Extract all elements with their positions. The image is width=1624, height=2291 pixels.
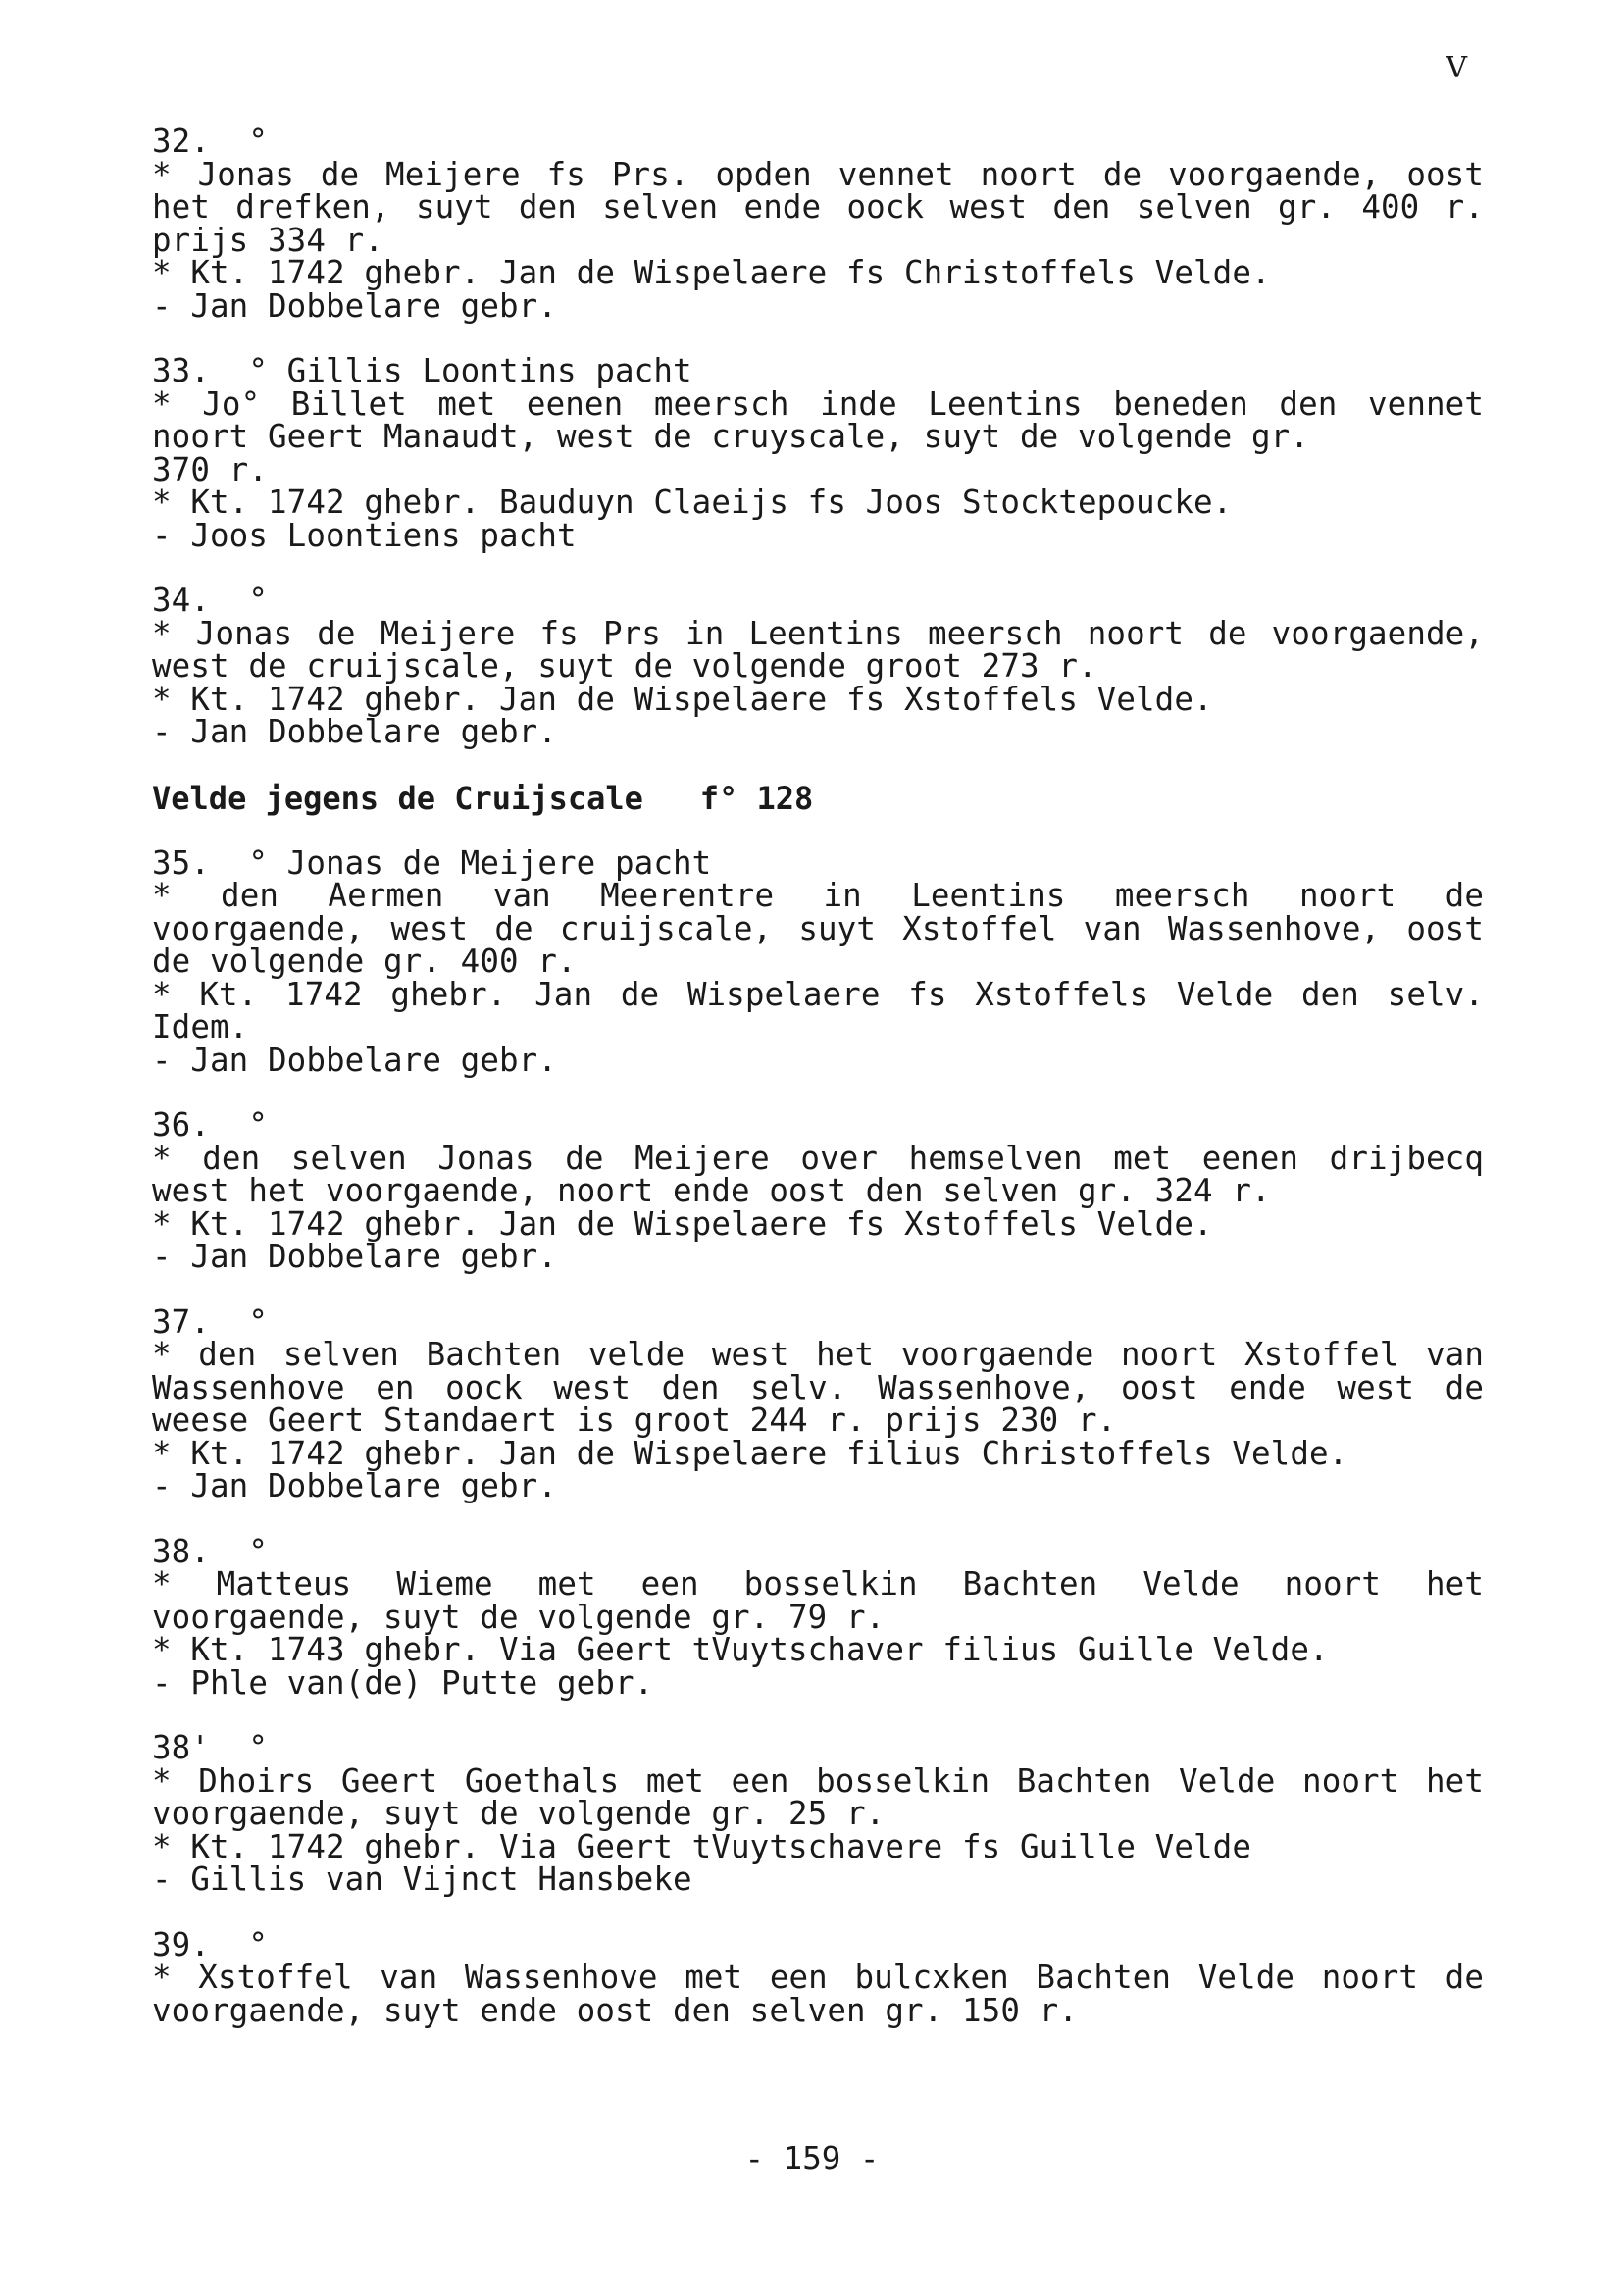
entry-number: 38' ° [152, 1729, 268, 1766]
entry-line: Idem. [152, 1008, 249, 1045]
entry-line: voorgaende, suyt ende oost den selven gr. 150 r. [152, 1991, 1078, 2029]
entry-line: noort Geert Manaudt, west de cruyscale, suyt de volgende gr. [152, 418, 1309, 455]
register-entry [152, 1302, 1484, 1504]
entry-number: 32. ° [152, 123, 268, 160]
entry-line: - Jan Dobbelare gebr. [152, 1467, 557, 1504]
register-entry [152, 843, 1484, 1079]
entry-line: 370 r. [152, 450, 268, 488]
entry-line: * Dhoirs Geert Goethals met een bosselkin Bachten Velde noort het [152, 1761, 1484, 1800]
entry-line: - Jan Dobbelare gebr. [152, 1238, 557, 1275]
entry-number: 33. ° Gillis Loontins pacht [152, 352, 692, 389]
entry-line: * Jonas de Meijere fs Prs in Leentins meersch noort de voorgaende, [152, 614, 1484, 652]
entry-line: Wassenhove en oock west den selv. Wassenhove, oost ende west de [152, 1368, 1484, 1406]
entry-line: * Xstoffel van Wassenhove met een bulcxken Bachten Velde noort de [152, 1959, 1484, 1996]
entry-line: * Jo° Billet met eenen meersch inde Leentins beneden den vennet [152, 384, 1484, 423]
entry-number: 39. ° [152, 1925, 268, 1963]
document-body [152, 123, 1484, 2060]
register-entry [152, 1532, 1484, 1702]
entry-line: - Jan Dobbelare gebr. [152, 713, 557, 750]
entry-line: - Jan Dobbelare gebr. [152, 286, 557, 325]
entry-line: - Joos Loontiens pacht [152, 516, 577, 554]
register-entry [152, 582, 1484, 750]
entry-line: * Kt. 1742 ghebr. Jan de Wispelaere fs Xstoffels Velde. [152, 680, 1213, 718]
entry-line: * den selven Jonas de Meijere over hemselven met eenen drijbecq [152, 1139, 1484, 1177]
entry-number: 34. ° [152, 582, 268, 619]
entry-line: prijs 334 r. [152, 221, 383, 259]
entry-number: 35. ° Jonas de Meijere pacht [152, 843, 712, 882]
page-corner-mark: V [1446, 51, 1467, 85]
entry-line: west de cruijscale, suyt de volgende groot 273 r. [152, 647, 1097, 685]
register-entry [152, 1106, 1484, 1275]
entry-line: voorgaende, west de cruijscale, suyt Xstoffel van Wassenhove, oost [152, 909, 1484, 947]
entry-line: voorgaende, suyt de volgende gr. 25 r. [152, 1795, 886, 1832]
entry-line: weese Geert Standaert is groot 244 r. prijs 230 r. [152, 1401, 1117, 1439]
entry-line: de volgende gr. 400 r. [152, 942, 577, 980]
entry-line: het drefken, suyt den selven ende oock west den selven gr. 400 r. [152, 188, 1484, 226]
entry-line: * Kt. 1742 ghebr. Jan de Wispelaere fs Christoffels Velde. [152, 254, 1271, 291]
entry-line: * den selven Bachten velde west het voorgaende noort Xstoffel van [152, 1336, 1484, 1373]
entry-line: * Kt. 1743 ghebr. Via Geert tVuytschaver filius Guille Velde. [152, 1631, 1329, 1668]
entries-block-1 [152, 123, 1484, 750]
entry-number: 37. ° [152, 1302, 268, 1341]
register-entry [152, 352, 1484, 554]
entry-line: * Kt. 1742 ghebr. Bauduyn Claeijs fs Joos Stocktepoucke. [152, 484, 1233, 521]
entry-line: * Jonas de Meijere fs Prs. opden vennet noort de voorgaende, oost [152, 155, 1484, 193]
section-heading: Velde jegens de Cruijscale f° 128 [152, 779, 814, 817]
entry-line: * Kt. 1742 ghebr. Jan de Wispelaere fs Xstoffels Velde. [152, 1204, 1213, 1243]
entry-line: voorgaende, suyt de volgende gr. 79 r. [152, 1598, 886, 1636]
register-entry [152, 1925, 1484, 2029]
page-number: - 159 - [744, 2140, 880, 2177]
entry-line: * Kt. 1742 ghebr. Jan de Wispelaere fs Xstoffels Velde den selv. [152, 975, 1484, 1013]
entry-line: * Matteus Wieme met een bosselkin Bachten Velde noort het [152, 1565, 1484, 1603]
entry-line: - Phle van(de) Putte gebr. [152, 1663, 654, 1702]
entries-block-2 [152, 843, 1484, 2029]
entry-line: * Kt. 1742 ghebr. Jan de Wispelaere filius Christoffels Velde. [152, 1434, 1348, 1472]
entry-number: 38. ° [152, 1532, 268, 1570]
entry-line: west het voorgaende, noort ende oost den selven gr. 324 r. [152, 1172, 1271, 1209]
register-entry [152, 1729, 1484, 1898]
entry-line: * Kt. 1742 ghebr. Via Geert tVuytschavere fs Guille Velde [152, 1827, 1251, 1865]
entry-line: - Jan Dobbelare gebr. [152, 1041, 557, 1079]
entry-line: - Gillis van Vijnct Hansbeke [152, 1860, 692, 1898]
register-entry [152, 123, 1484, 325]
entry-number: 36. ° [152, 1106, 268, 1144]
entry-line: * den Aermen van Meerentre in Leentins meersch noort de [152, 877, 1484, 914]
